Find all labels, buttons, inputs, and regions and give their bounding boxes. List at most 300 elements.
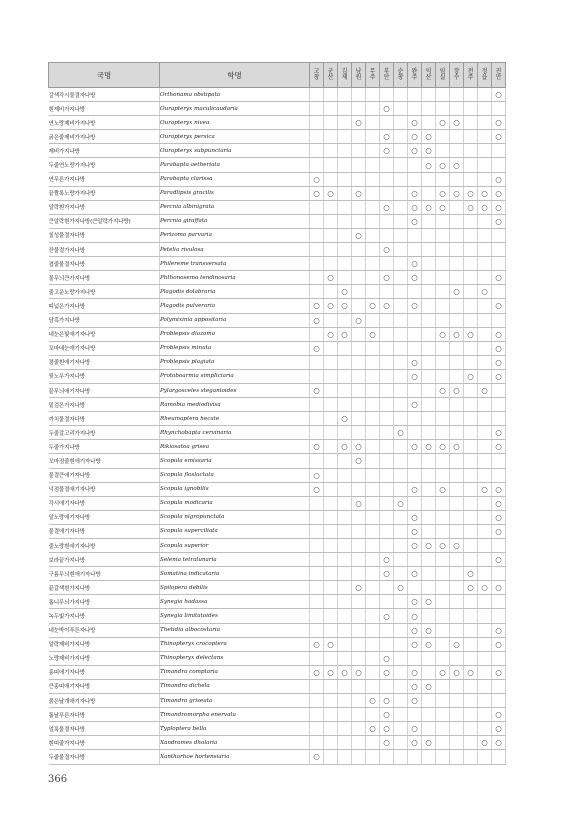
empty-cell [492, 102, 506, 116]
table-body [49, 88, 506, 765]
empty-cell [380, 327, 394, 341]
empty-cell [478, 313, 492, 327]
empty-cell [436, 468, 450, 482]
column-header-site [366, 63, 380, 88]
empty-cell [478, 637, 492, 651]
empty-cell [492, 567, 506, 581]
empty-cell [422, 708, 436, 722]
empty-cell [478, 130, 492, 144]
empty-cell [366, 243, 380, 257]
occurrence-mark: ○ [492, 581, 506, 595]
empty-cell [422, 172, 436, 186]
empty-cell [310, 327, 324, 341]
empty-cell [352, 750, 366, 764]
empty-cell [394, 553, 408, 567]
empty-cell [478, 327, 492, 341]
empty-cell [478, 116, 492, 130]
empty-cell [338, 116, 352, 130]
empty-cell [394, 88, 408, 102]
empty-cell [464, 299, 478, 313]
empty-cell [464, 426, 478, 440]
empty-cell [478, 88, 492, 102]
empty-cell [422, 299, 436, 313]
scientific-name-cell: Phthonosema tendinosaria [160, 271, 310, 285]
table-row [49, 665, 506, 679]
occurrence-mark: ○ [408, 214, 422, 228]
empty-cell [352, 722, 366, 736]
table-row [49, 369, 506, 383]
table-row [49, 609, 506, 623]
occurrence-mark: ○ [338, 285, 352, 299]
empty-cell [324, 609, 338, 623]
empty-cell [310, 158, 324, 172]
empty-cell [450, 88, 464, 102]
scientific-name-cell: Ourapteryx subpunctaria [160, 144, 310, 158]
empty-cell [478, 369, 492, 383]
occurrence-mark: ○ [352, 496, 366, 510]
empty-cell [324, 524, 338, 538]
common-name-cell: 담흑가지나방 [49, 313, 160, 327]
empty-cell [366, 468, 380, 482]
empty-cell [352, 144, 366, 158]
empty-cell [436, 243, 450, 257]
occurrence-mark: ○ [408, 510, 422, 524]
empty-cell [310, 496, 324, 510]
empty-cell [366, 102, 380, 116]
site-header-char: 실 [439, 74, 446, 81]
empty-cell [422, 88, 436, 102]
empty-cell [366, 496, 380, 510]
empty-cell [352, 369, 366, 383]
empty-cell [436, 426, 450, 440]
site-header-char: 창 [397, 74, 404, 81]
empty-cell [310, 116, 324, 130]
empty-cell [366, 567, 380, 581]
empty-cell [464, 383, 478, 397]
empty-cell [422, 214, 436, 228]
empty-cell [478, 355, 492, 369]
empty-cell [394, 708, 408, 722]
empty-cell [436, 567, 450, 581]
empty-cell [338, 553, 352, 567]
common-name-cell: 물결애기자나방 [49, 524, 160, 538]
occurrence-mark: ○ [492, 214, 506, 228]
occurrence-mark: ○ [324, 327, 338, 341]
occurrence-mark: ○ [310, 482, 324, 496]
empty-cell [422, 468, 436, 482]
occurrence-mark: ○ [408, 567, 422, 581]
empty-cell [380, 285, 394, 299]
table-row [49, 398, 506, 412]
empty-cell [492, 398, 506, 412]
occurrence-mark: ○ [324, 271, 338, 285]
empty-cell [450, 144, 464, 158]
table-row [49, 313, 506, 327]
empty-cell [492, 750, 506, 764]
column-header-site [408, 63, 422, 88]
empty-cell [310, 736, 324, 750]
site-header-char: 창 [313, 74, 320, 81]
empty-cell [408, 243, 422, 257]
occurrence-mark: ○ [422, 130, 436, 144]
empty-cell [352, 510, 366, 524]
empty-cell [352, 257, 366, 271]
empty-cell [310, 524, 324, 538]
empty-cell [478, 158, 492, 172]
site-header-char: 주 [411, 74, 418, 81]
occurrence-mark: ○ [380, 130, 394, 144]
empty-cell [366, 383, 380, 397]
empty-cell [366, 750, 380, 764]
empty-cell [450, 369, 464, 383]
occurrence-mark: ○ [436, 327, 450, 341]
empty-cell [394, 595, 408, 609]
occurrence-mark: ○ [408, 200, 422, 214]
common-name-cell: 끝짤록노랑가지나방 [49, 186, 160, 200]
empty-cell [464, 651, 478, 665]
empty-cell [450, 595, 464, 609]
empty-cell [366, 214, 380, 228]
occurrence-mark: ○ [492, 426, 506, 440]
empty-cell [422, 355, 436, 369]
empty-cell [436, 581, 450, 595]
empty-cell [492, 595, 506, 609]
empty-cell [310, 708, 324, 722]
empty-cell [478, 468, 492, 482]
empty-cell [366, 609, 380, 623]
empty-cell [492, 694, 506, 708]
common-name-cell: 알노랑애기자나방 [49, 510, 160, 524]
common-name-cell: 제비가지나방 [49, 144, 160, 158]
empty-cell [394, 327, 408, 341]
empty-cell [408, 341, 422, 355]
empty-cell [352, 285, 366, 299]
empty-cell [352, 482, 366, 496]
common-name-cell: 붉은날개애기자나방 [49, 694, 160, 708]
empty-cell [408, 88, 422, 102]
empty-cell [422, 228, 436, 242]
empty-cell [436, 553, 450, 567]
occurrence-mark: ○ [394, 496, 408, 510]
empty-cell [436, 524, 450, 538]
empty-cell [492, 313, 506, 327]
empty-cell [436, 88, 450, 102]
empty-cell [394, 440, 408, 454]
empty-cell [464, 609, 478, 623]
empty-cell [450, 694, 464, 708]
empty-cell [338, 524, 352, 538]
occurrence-mark: ○ [450, 327, 464, 341]
scientific-name-cell: Petelia rivulosa [160, 243, 310, 257]
occurrence-mark: ○ [450, 158, 464, 172]
occurrence-mark: ○ [408, 271, 422, 285]
empty-cell [324, 708, 338, 722]
empty-cell [324, 158, 338, 172]
empty-cell [464, 694, 478, 708]
common-name-cell: 줄고운노랑가지나방 [49, 285, 160, 299]
empty-cell [394, 567, 408, 581]
common-name-cell: 보라끝가지나방 [49, 553, 160, 567]
occurrence-mark: ○ [492, 722, 506, 736]
table-row [49, 750, 506, 764]
table-row [49, 637, 506, 651]
empty-cell [352, 679, 366, 693]
common-name-cell: 끝갈색흰가지나방 [49, 581, 160, 595]
occurrence-mark: ○ [408, 130, 422, 144]
empty-cell [310, 454, 324, 468]
empty-cell [394, 186, 408, 200]
empty-cell [464, 440, 478, 454]
empty-cell [380, 172, 394, 186]
occurrence-mark: ○ [408, 482, 422, 496]
empty-cell [464, 116, 478, 130]
empty-cell [422, 651, 436, 665]
empty-cell [352, 524, 366, 538]
empty-cell [464, 130, 478, 144]
empty-cell [338, 595, 352, 609]
empty-cell [436, 736, 450, 750]
empty-cell [394, 539, 408, 553]
common-name-cell: 톱니무늬가지나방 [49, 595, 160, 609]
scientific-name-cell: Spilopera debilis [160, 581, 310, 595]
common-name-cell: 각시애기자나방 [49, 496, 160, 510]
empty-cell [422, 694, 436, 708]
occurrence-mark: ○ [492, 623, 506, 637]
common-name-cell: 연노랑제비가지나방 [49, 116, 160, 130]
empty-cell [310, 200, 324, 214]
occurrence-mark: ○ [422, 679, 436, 693]
occurrence-mark: ○ [436, 383, 450, 397]
empty-cell [436, 285, 450, 299]
common-name-cell: 두줄갈고리가지나방 [49, 426, 160, 440]
empty-cell [366, 355, 380, 369]
occurrence-mark: ○ [408, 694, 422, 708]
common-name-cell: 녹두빛가지나방 [49, 609, 160, 623]
empty-cell [492, 383, 506, 397]
column-header-site [394, 63, 408, 88]
occurrence-mark: ○ [492, 440, 506, 454]
empty-cell [422, 257, 436, 271]
empty-cell [464, 102, 478, 116]
common-name-cell: 겹줄물결자나방 [49, 257, 160, 271]
scientific-name-cell: Scopula superciliata [160, 524, 310, 538]
empty-cell [478, 257, 492, 271]
empty-cell [422, 383, 436, 397]
occurrence-mark: ○ [310, 172, 324, 186]
empty-cell [338, 158, 352, 172]
table-row [49, 708, 506, 722]
occurrence-mark: ○ [380, 665, 394, 679]
occurrence-mark: ○ [310, 750, 324, 764]
empty-cell [464, 88, 478, 102]
empty-cell [422, 510, 436, 524]
occurrence-mark: ○ [422, 200, 436, 214]
scientific-name-cell: Plagodis pulveraria [160, 299, 310, 313]
empty-cell [436, 355, 450, 369]
empty-cell [436, 637, 450, 651]
empty-cell [324, 679, 338, 693]
empty-cell [394, 736, 408, 750]
occurrence-mark: ○ [436, 186, 450, 200]
table-row [49, 299, 506, 313]
empty-cell [310, 539, 324, 553]
empty-cell [408, 172, 422, 186]
empty-cell [324, 567, 338, 581]
empty-cell [338, 736, 352, 750]
table-row [49, 243, 506, 257]
empty-cell [352, 158, 366, 172]
empty-cell [464, 412, 478, 426]
occurrence-mark: ○ [408, 609, 422, 623]
occurrence-mark: ○ [436, 482, 450, 496]
site-header-char: 원 [355, 74, 362, 81]
empty-cell [352, 412, 366, 426]
occurrence-mark: ○ [408, 116, 422, 130]
column-header-site [492, 63, 506, 88]
common-name-cell: 큰알락흰가지나방(큰알락가지나방) [49, 214, 160, 228]
occurrence-mark: ○ [492, 553, 506, 567]
scientific-name-cell: Rheumaptera hecate [160, 412, 310, 426]
empty-cell [464, 708, 478, 722]
empty-cell [366, 665, 380, 679]
empty-cell [338, 454, 352, 468]
column-header-site [352, 63, 366, 88]
occurrence-mark: ○ [422, 623, 436, 637]
site-header-char: 장 [453, 67, 460, 75]
empty-cell [366, 510, 380, 524]
occurrence-mark: ○ [464, 327, 478, 341]
empty-cell [422, 426, 436, 440]
common-name-cell: 넉점물결애기자나방 [49, 482, 160, 496]
empty-cell [408, 412, 422, 426]
empty-cell [352, 595, 366, 609]
empty-cell [310, 88, 324, 102]
table-row [49, 412, 506, 426]
empty-cell [352, 200, 366, 214]
empty-cell [352, 130, 366, 144]
table-row [49, 88, 506, 102]
empty-cell [422, 524, 436, 538]
empty-cell [380, 313, 394, 327]
empty-cell [450, 510, 464, 524]
empty-cell [324, 243, 338, 257]
empty-cell [394, 172, 408, 186]
empty-cell [310, 130, 324, 144]
common-name-cell: 칠성물결자나방 [49, 228, 160, 242]
empty-cell [408, 313, 422, 327]
empty-cell [408, 581, 422, 595]
empty-cell [478, 228, 492, 242]
empty-cell [394, 510, 408, 524]
empty-cell [394, 609, 408, 623]
occurrence-mark: ○ [422, 158, 436, 172]
empty-cell [324, 383, 338, 397]
scientific-name-cell: Xanthorhoe hortensiaria [160, 750, 310, 764]
empty-cell [338, 722, 352, 736]
empty-cell [352, 214, 366, 228]
occurrence-mark: ○ [422, 736, 436, 750]
common-name-cell: 두줄가지나방 [49, 440, 160, 454]
table-row [49, 383, 506, 397]
table-row [49, 257, 506, 271]
empty-cell [338, 750, 352, 764]
occurrence-mark: ○ [492, 186, 506, 200]
empty-cell [478, 679, 492, 693]
empty-cell [338, 200, 352, 214]
scientific-name-cell: Perizoma parvaria [160, 228, 310, 242]
empty-cell [366, 88, 380, 102]
common-name-cell: 네눈은빛애기자나방 [49, 327, 160, 341]
empty-cell [464, 736, 478, 750]
empty-cell [450, 750, 464, 764]
occurrence-mark: ○ [380, 102, 394, 116]
table-row [49, 355, 506, 369]
empty-cell [436, 228, 450, 242]
empty-cell [366, 637, 380, 651]
occurrence-mark: ○ [408, 679, 422, 693]
empty-cell [478, 243, 492, 257]
empty-cell [324, 88, 338, 102]
empty-cell [338, 567, 352, 581]
occurrence-mark: ○ [422, 595, 436, 609]
empty-cell [366, 454, 380, 468]
empty-cell [338, 102, 352, 116]
empty-cell [408, 158, 422, 172]
empty-cell [324, 694, 338, 708]
empty-cell [338, 186, 352, 200]
empty-cell [338, 313, 352, 327]
empty-cell [436, 454, 450, 468]
species-distribution-table [48, 62, 506, 765]
empty-cell [450, 271, 464, 285]
occurrence-mark: ○ [492, 271, 506, 285]
empty-cell [380, 595, 394, 609]
empty-cell [352, 694, 366, 708]
empty-cell [464, 722, 478, 736]
empty-cell [422, 285, 436, 299]
empty-cell [338, 144, 352, 158]
empty-cell [338, 426, 352, 440]
scientific-name-cell: Percnia giraffata [160, 214, 310, 228]
empty-cell [478, 426, 492, 440]
site-header-char: 진 [495, 67, 502, 75]
empty-cell [394, 623, 408, 637]
site-header-char: 무 [369, 67, 376, 75]
occurrence-mark: ○ [310, 637, 324, 651]
occurrence-mark: ○ [380, 736, 394, 750]
empty-cell [492, 243, 506, 257]
empty-cell [422, 722, 436, 736]
empty-cell [338, 623, 352, 637]
site-header-char: 주 [369, 74, 376, 81]
empty-cell [380, 228, 394, 242]
empty-cell [422, 750, 436, 764]
occurrence-mark: ○ [310, 186, 324, 200]
scientific-name-cell: Selenia tetralunaria [160, 553, 310, 567]
empty-cell [450, 722, 464, 736]
occurrence-mark: ○ [366, 722, 380, 736]
occurrence-mark: ○ [492, 327, 506, 341]
empty-cell [436, 313, 450, 327]
scientific-name-cell: Timandromorpha enervata [160, 708, 310, 722]
empty-cell [450, 623, 464, 637]
table-row [49, 116, 506, 130]
occurrence-mark: ○ [492, 341, 506, 355]
empty-cell [436, 299, 450, 313]
common-name-cell: 까치물결자나방 [49, 412, 160, 426]
empty-cell [310, 510, 324, 524]
occurrence-mark: ○ [478, 285, 492, 299]
